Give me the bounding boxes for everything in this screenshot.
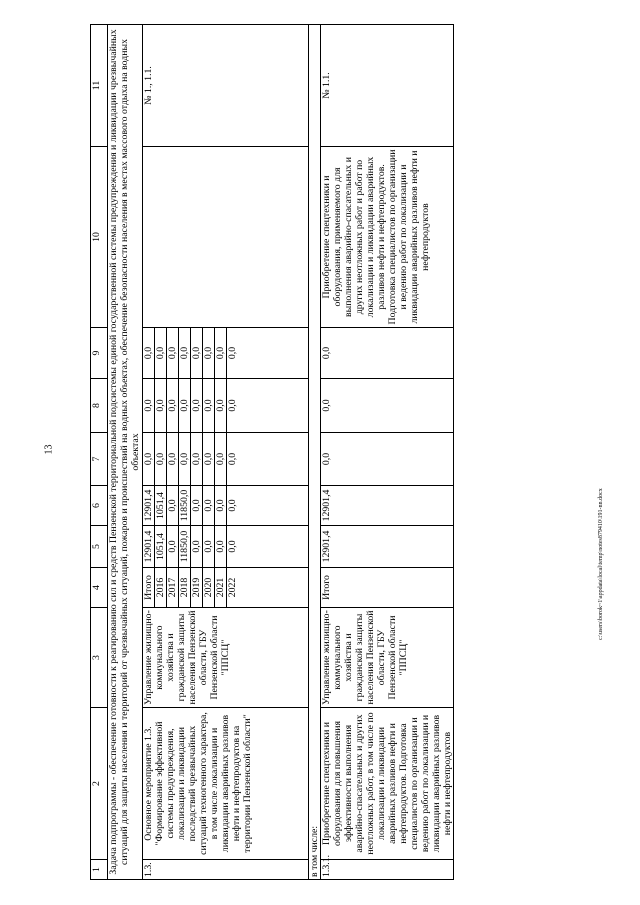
period-cell: 2019 [191,568,203,608]
value-cell: 0,0 [227,328,309,379]
in-total-row [309,25,321,880]
header-cell: 4 [91,568,108,608]
value-cell: 12901,4 [143,486,155,526]
value-cell: 0,0 [227,526,309,568]
in-total-label: в том числе: [309,25,321,880]
header-cell: 3 [91,608,108,708]
value-cell: 0,0 [203,328,215,379]
value-cell: 0,0 [155,379,167,433]
period-cell: Итого [143,568,155,608]
sub-activity-indicators: № 1.1. [321,25,454,147]
period-cell: 2017 [167,568,179,608]
value-cell: 0,0 [179,328,191,379]
sub-activity-name: Приобретение спецтехники и оборудования для повышения эффективности выполнения аварийно-спасательных и других неотложных работ, в том числе по локализации и ликвидации аварийных разливов нефти и нефтепродуктов. Подготовка специалистов по организации и ведению работ по локализации и ликвидации аварийных разливов нефти и нефтепродуктов [321,708,454,860]
value-cell: 0,0 [227,486,309,526]
value-cell: 1051,4 [155,486,167,526]
value-cell: 0,0 [143,379,155,433]
value-cell: 0,0 [143,433,155,486]
value-cell: 1051,4 [155,526,167,568]
value-cell: 0,0 [167,526,179,568]
main-activity-num: 1.3. [143,860,309,880]
sub-activity-executor: Управление жилищно-коммунального хозяйства и гражданской защиты населения Пензенской области, ГБУ Пензенской области "ППСЦ" [321,608,454,708]
value-cell: 0,0 [143,328,155,379]
period-cell: 2020 [203,568,215,608]
task-text: Задача подпрограммы - обеспечение готовности к реагированию сил и средств Пензенской территориальной подсистемы единой государственной системы предупреждения и ликвидации чрезвычайных ситуаций для защиты населения и территорий от чрезвычайных ситуаций, пожаров и происшествий на водных объектах, обеспечение безопасности населения в местах массового отдыха на водных объектах [108,25,143,880]
sub-activity-period: Итого [321,568,454,608]
value-cell: 0,0 [203,433,215,486]
value-cell: 0,0 [203,526,215,568]
sub-activity-c9: 0,0 [321,328,454,379]
value-cell: 0,0 [203,379,215,433]
sub-activity-c8: 0,0 [321,379,454,433]
header-cell: 11 [91,25,108,147]
page-number: 13 [43,444,55,455]
value-cell: 0,0 [227,379,309,433]
sub-activity-num: 1.3.1. [321,860,454,880]
value-cell: 12901,4 [143,526,155,568]
sub-activity-row [321,25,454,880]
value-cell: 0,0 [215,328,227,379]
sub-activity-result: Приобретение спецтехники и оборудования, применяемого для выполнения аварийно-спасательных и других неотложных работ и работ по локализации и ликвидации аварийных разливов нефти и нефтепродуктов. Подготовка специалистов по организации и ведению работ по локализации и ликвидации аварийных разливов нефти и нефтепродуктов [321,147,454,328]
value-cell: 0,0 [191,486,203,526]
value-cell: 0,0 [155,433,167,486]
header-cell: 9 [91,328,108,379]
value-cell: 0,0 [215,486,227,526]
value-cell: 0,0 [191,433,203,486]
value-cell: 0,0 [227,433,309,486]
period-cell: 2018 [179,568,191,608]
value-cell: 0,0 [167,433,179,486]
value-cell: 0,0 [191,328,203,379]
header-row [91,25,108,880]
program-table [90,24,454,880]
sub-activity-regional: 12901,4 [321,486,454,526]
sub-activity-c7: 0,0 [321,433,454,486]
main-activity-name: Основное мероприятие 1.3. "Формирование эффективной системы предупреждения, локализации и ликвидации последствий чрезвычайных ситуаций техногенного характера, в том числе локализации и ликвидации аварийных разливов нефти и нефтепродуктов на территории Пензенской области" [143,708,309,860]
header-cell: 10 [91,147,108,328]
header-cell: 6 [91,486,108,526]
header-cell: 5 [91,526,108,568]
value-cell: 0,0 [155,328,167,379]
period-cell: 2022 [227,568,309,608]
value-cell: 0,0 [191,379,203,433]
header-cell: 7 [91,433,108,486]
header-cell: 1 [91,860,108,880]
task-row [108,25,143,880]
main-activity-executor: Управление жилищно-коммунального хозяйства и гражданской защиты населения Пензенской области, ГБУ Пензенской области "ППСЦ" [143,608,309,708]
sub-activity-total: 12901,4 [321,526,454,568]
value-cell: 0,0 [179,379,191,433]
value-cell: 0,0 [215,379,227,433]
value-cell: 11850,0 [179,486,191,526]
value-cell: 0,0 [191,526,203,568]
value-cell: 0,0 [215,433,227,486]
value-cell: 0,0 [179,433,191,486]
period-cell: 2016 [155,568,167,608]
main-activity-result [143,147,309,328]
value-cell: 0,0 [167,486,179,526]
value-cell: 0,0 [167,328,179,379]
main-activity-indicators: № 1., 1.1. [143,25,309,147]
value-cell: 0,0 [167,379,179,433]
period-cell: 2021 [215,568,227,608]
rotated-page [90,25,603,880]
main-activity-row [143,25,155,880]
header-cell: 8 [91,379,108,433]
value-cell: 11850,0 [179,526,191,568]
value-cell: 0,0 [203,486,215,526]
header-cell: 2 [91,708,108,860]
value-cell: 0,0 [215,526,227,568]
footer-path: c:\users\borok~1\appdata\local\temp\notes879410\191-nn.docx [598,488,604,640]
